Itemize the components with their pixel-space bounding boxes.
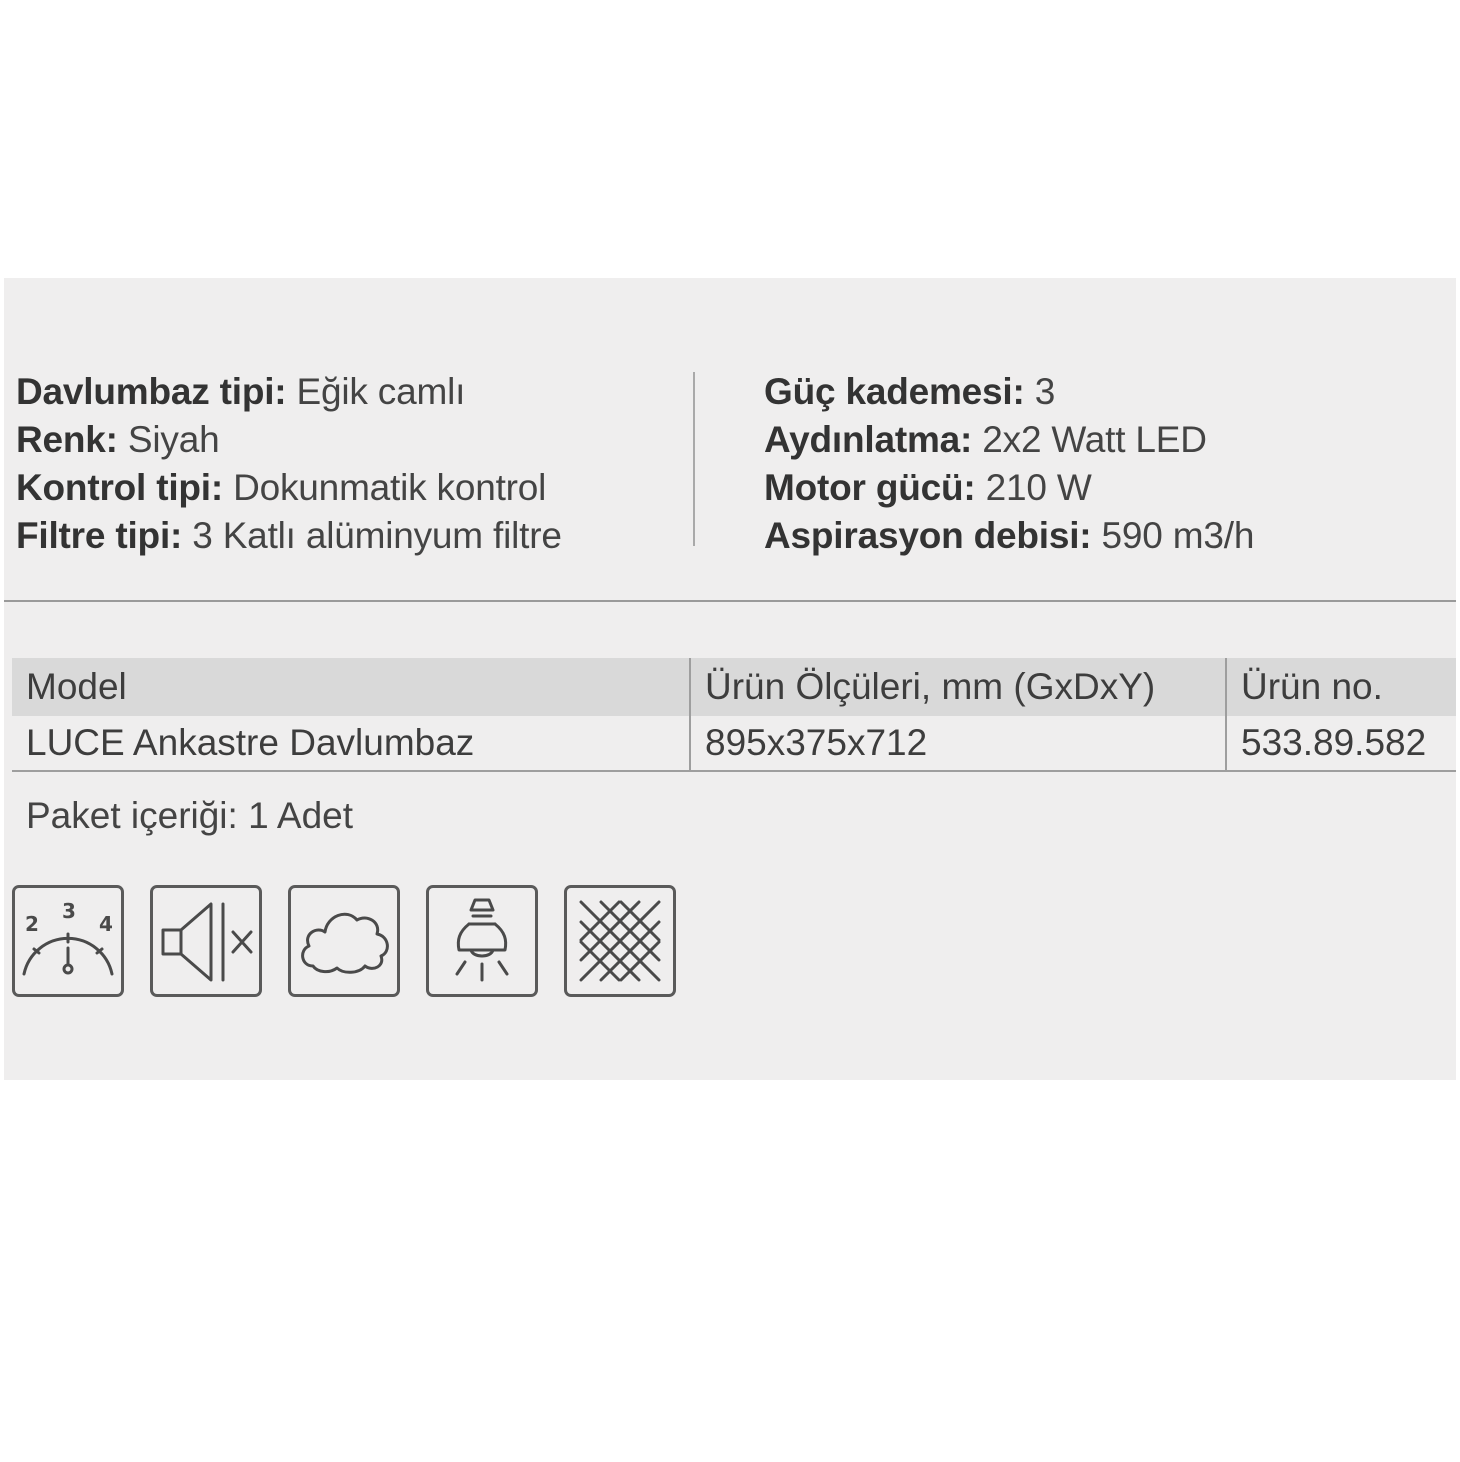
speed-label: 4 [99,912,113,936]
spec-label: Güç kademesi: [764,371,1025,412]
product-table [12,658,1456,772]
spec-label: Aydınlatma: [764,419,973,460]
spec-color [16,416,562,464]
spec-hood-type [16,368,562,416]
spec-airflow [764,512,1254,560]
spec-value: 2x2 Watt LED [982,419,1207,460]
spec-column-left [16,368,562,560]
spec-filter-type [16,512,562,560]
spec-control-type [16,464,562,512]
speed-label: 2 [25,912,39,936]
header-dimensions: Ürün Ölçüleri, mm (GxDxY) [705,666,1156,707]
cell-dimensions: 895x375x712 [705,722,928,763]
spec-label: Filtre tipi: [16,515,183,556]
spec-section [4,368,1456,558]
header-model: Model [26,666,127,707]
spec-motor-power [764,464,1254,512]
spec-lighting [764,416,1254,464]
spec-panel [4,278,1456,1080]
spec-value: Dokunmatik kontrol [233,467,547,508]
header-product-no: Ürün no. [1241,666,1383,707]
spec-label: Renk: [16,419,118,460]
spec-value: 210 W [985,467,1092,508]
mute-speaker-icon [150,885,262,997]
spec-label: Davlumbaz tipi: [16,371,287,412]
section-divider [4,600,1456,602]
grease-filter-icon [564,885,676,997]
package-contents: Paket içeriği: 1 Adet [26,795,354,836]
spec-column-right [764,368,1254,560]
table-column-divider [1225,658,1227,772]
table-column-divider [689,658,691,772]
speed-label: 3 [62,899,76,923]
cloud-icon [288,885,400,997]
spec-value: Siyah [127,419,220,460]
spec-value: 590 m3/h [1101,515,1255,556]
table-row [12,716,1456,772]
spec-label: Aspirasyon debisi: [764,515,1092,556]
lamp-icon [426,885,538,997]
spec-value: 3 Katlı alüminyum filtre [192,515,562,556]
spec-value: 3 [1034,371,1056,412]
table-header-row [12,658,1456,716]
spec-label: Motor gücü: [764,467,976,508]
spec-column-divider [693,372,695,546]
spec-value: Eğik camlı [296,371,466,412]
spec-power-levels [764,368,1254,416]
spec-label: Kontrol tipi: [16,467,224,508]
cell-product-no: 533.89.582 [1241,722,1427,763]
cell-model: LUCE Ankastre Davlumbaz [26,722,475,763]
speed-levels-icon [12,885,124,997]
